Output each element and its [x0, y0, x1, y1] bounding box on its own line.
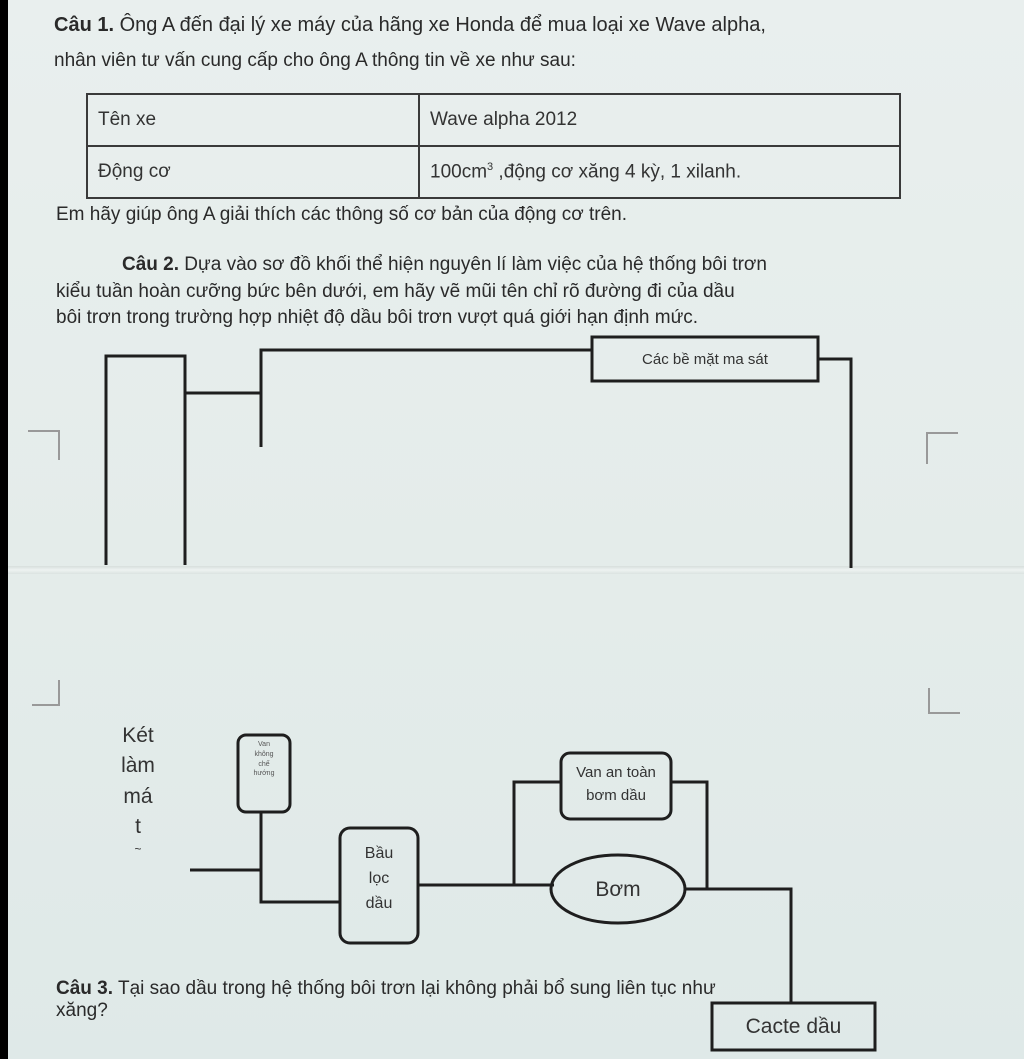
oil-line [514, 782, 561, 885]
bypass-valve-word: hướng [253, 770, 275, 778]
bypass-valve-label [238, 740, 290, 779]
q1-line2: nhân viên tư vấn cung cấp cho ông A thông tin về xe như sau: [54, 50, 576, 71]
q2-text-1: Dựa vào sơ đồ khối thể hiện nguyên lí làm việc của hệ thống bôi trơn [179, 254, 767, 275]
q1-question: Em hãy giúp ông A giải thích các thông số cơ bản của động cơ trên. [56, 204, 628, 225]
safety-valve-word: bơm dầu [586, 786, 646, 804]
radiator-word: t [135, 815, 141, 839]
bypass-valve-word: chế [258, 760, 270, 768]
pump-label: Bơm [595, 878, 641, 901]
table-value-name: Wave alpha 2012 [419, 94, 900, 146]
q2-line3: bôi trơn trong trường hợp nhiệt độ dầu bôi trơn vượt quá giới hạn định mức. [56, 307, 699, 328]
q1-label: Câu 1. [54, 14, 115, 36]
oil-filter-label [340, 842, 418, 916]
engine-block-outline [106, 356, 185, 565]
radiator-mark: ~ [134, 841, 142, 856]
q2-line2: kiểu tuần hoàn cưỡng bức bên dưới, em hãy vẽ mũi tên chỉ rõ đường đi của dầu [56, 281, 735, 302]
radiator-label [108, 721, 168, 855]
q3-line1 [56, 978, 716, 1000]
oil-filter-word: Bầu [364, 845, 394, 862]
q3-label: Câu 3. [56, 978, 114, 999]
oil-filter-word: lọc [368, 869, 390, 887]
q3-line2: xăng? [56, 1000, 108, 1021]
table-key-name: Tên xe [87, 94, 419, 146]
table-key-engine: Động cơ [87, 146, 419, 198]
engine-description: ,động cơ xăng 4 kỳ, 1 xilanh. [493, 161, 742, 183]
bypass-valve-word: Van [258, 741, 270, 748]
worksheet-page [8, 0, 1024, 1059]
radiator-word: làm [121, 754, 155, 778]
oil-line [261, 812, 340, 902]
radiator-word: Két [122, 724, 154, 747]
radiator-word: má [123, 784, 153, 808]
safety-valve-label [561, 762, 671, 807]
q3-text-1: Tại sao dầu trong hệ thống bôi trơn lại không phải bổ sung liên tục như [113, 978, 716, 999]
friction-surfaces-label: Các bề mặt ma sát [642, 351, 768, 368]
bypass-valve-word: không [254, 750, 274, 758]
crankcase-label: Cacte dầu [745, 1015, 842, 1038]
oil-filter-word: dầu [365, 894, 393, 912]
q1-text-1: Ông A đến đại lý xe máy của hãng xe Honda để mua loại xe Wave alpha, [114, 14, 766, 36]
lubrication-diagram [8, 0, 1024, 1059]
oil-line [261, 350, 592, 447]
oil-line [818, 359, 851, 568]
engine-capacity: 100cm [430, 161, 488, 183]
safety-valve-word: Van an toàn [576, 764, 656, 781]
engine-capacity-exponent: 3 [487, 160, 494, 173]
q2-label: Câu 2. [122, 254, 180, 275]
